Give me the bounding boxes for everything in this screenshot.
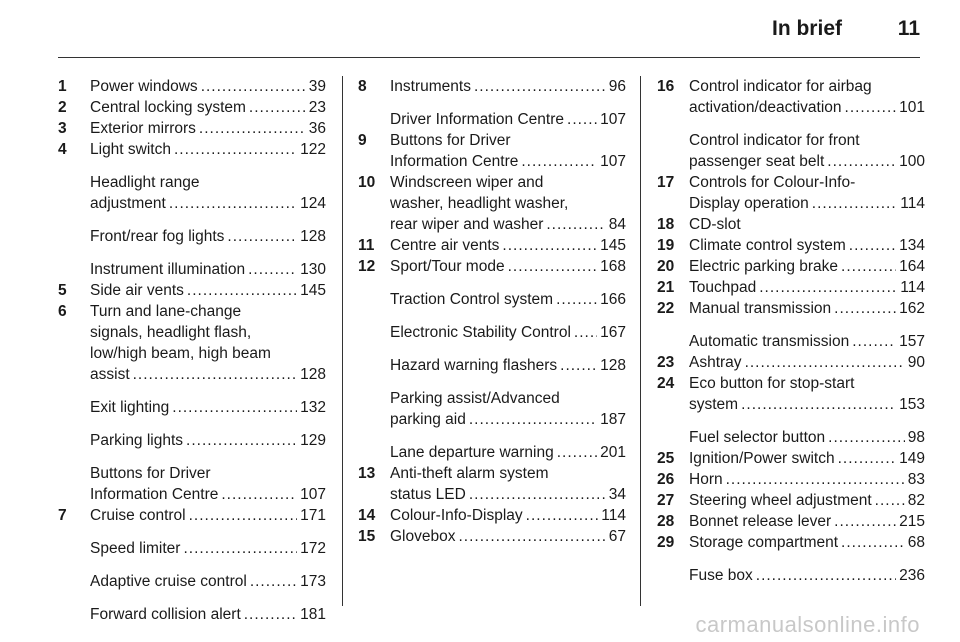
- entry-label-row: [90, 604, 326, 625]
- page-reference[interactable]: 129: [300, 432, 326, 449]
- index-entry: [358, 76, 626, 97]
- entry-label: adjustment: [90, 195, 166, 212]
- entry-label-line: Buttons for Driver: [390, 132, 511, 149]
- entry-label-line: signals, headlight flash,: [90, 324, 252, 341]
- item-number: 2: [58, 99, 67, 116]
- dot-leader: [250, 571, 297, 592]
- index-entry: [657, 256, 925, 277]
- entry-label-row: [390, 322, 626, 343]
- page-reference[interactable]: 181: [300, 606, 326, 623]
- dot-leader: [556, 289, 597, 310]
- item-number: 6: [58, 303, 67, 320]
- entry-label-row: [90, 430, 326, 451]
- dot-leader: [458, 526, 605, 547]
- index-entry: [358, 355, 626, 376]
- index-entry: [657, 373, 925, 415]
- item-number: 18: [657, 216, 675, 233]
- page-reference[interactable]: 107: [600, 153, 626, 170]
- index-entry: [358, 442, 626, 463]
- entry-label: Information Centre: [390, 153, 519, 170]
- index-entry: [657, 76, 925, 118]
- entry-label-row: [390, 109, 626, 130]
- index-column-1: [58, 76, 326, 625]
- entry-label-row: [390, 76, 626, 97]
- entry-label-row: [689, 256, 925, 277]
- entry-label-row: [90, 538, 326, 559]
- column-divider: [342, 76, 343, 606]
- page-reference[interactable]: 107: [600, 111, 626, 128]
- index-entry: [358, 235, 626, 256]
- dot-leader: [244, 604, 297, 625]
- item-number: 15: [358, 528, 376, 545]
- index-entry: [358, 256, 626, 277]
- page-reference[interactable]: 164: [899, 258, 925, 275]
- item-number: 10: [358, 174, 376, 191]
- entry-label: rear wiper and washer: [390, 216, 544, 233]
- index-entry: [657, 352, 925, 373]
- page-reference[interactable]: 124: [300, 195, 326, 212]
- entry-label-row: [90, 139, 326, 160]
- entry-label-row: [390, 505, 626, 526]
- entry-label-line: Parking assist/Advanced: [390, 390, 560, 407]
- entry-label-row: [689, 235, 925, 256]
- page-reference[interactable]: 96: [608, 78, 626, 95]
- dot-leader: [526, 505, 599, 526]
- index-entry: [358, 388, 626, 430]
- dot-leader: [726, 469, 905, 490]
- entry-label: passenger seat belt: [689, 153, 825, 170]
- page-reference[interactable]: 68: [907, 534, 925, 551]
- page-reference[interactable]: 173: [300, 573, 326, 590]
- entry-label-row: [90, 484, 326, 505]
- entry-label-row: [390, 214, 626, 235]
- entry-label: Driver Information Centre: [390, 111, 565, 128]
- entry-label-row: [689, 277, 925, 298]
- entry-label: Exterior mirrors: [90, 120, 196, 137]
- entry-label-row: [689, 532, 925, 553]
- page-reference[interactable]: 149: [899, 450, 925, 467]
- dot-leader: [169, 193, 297, 214]
- dot-leader: [574, 322, 597, 343]
- entry-label: Parking lights: [90, 432, 184, 449]
- entry-label-line: Eco button for stop-start: [689, 375, 855, 392]
- dot-leader: [187, 280, 297, 301]
- index-entry: [657, 172, 925, 214]
- entry-label-row: [390, 409, 626, 430]
- dot-leader: [189, 505, 298, 526]
- entry-label-row: [689, 352, 925, 373]
- entry-label: parking aid: [390, 411, 466, 428]
- index-entry: [58, 139, 326, 160]
- entry-label-row: [390, 235, 626, 256]
- item-number: 11: [358, 237, 375, 254]
- page-reference[interactable]: 145: [600, 237, 626, 254]
- entry-label-line: Windscreen wiper and: [390, 174, 544, 191]
- index-entry: [58, 463, 326, 505]
- entry-label-row: [689, 448, 925, 469]
- page-reference[interactable]: 114: [900, 279, 925, 296]
- page-reference[interactable]: 114: [900, 195, 925, 212]
- page-reference[interactable]: 98: [907, 429, 925, 446]
- item-number: 14: [358, 507, 376, 524]
- entry-label-row: [689, 565, 925, 586]
- page-reference[interactable]: 128: [300, 366, 326, 383]
- dot-leader: [875, 490, 905, 511]
- index-entry: [58, 280, 326, 301]
- page-reference[interactable]: 187: [600, 411, 626, 428]
- entry-label-line: Control indicator for airbag: [689, 78, 872, 95]
- page-reference[interactable]: 128: [600, 357, 626, 374]
- item-number: 26: [657, 471, 675, 488]
- dot-leader: [812, 193, 898, 214]
- entry-label-row: [689, 394, 925, 415]
- index-entry: [58, 97, 326, 118]
- page-header: [58, 0, 920, 58]
- dot-leader: [248, 259, 297, 280]
- entry-label-row: [90, 571, 326, 592]
- entry-label: system: [689, 396, 739, 413]
- entry-label-row: [90, 259, 326, 280]
- dot-leader: [133, 364, 298, 385]
- entry-label-row: [689, 97, 925, 118]
- item-number: 22: [657, 300, 675, 317]
- index-entry: [657, 448, 925, 469]
- item-number: 19: [657, 237, 675, 254]
- entry-label-row: [390, 442, 626, 463]
- index-entry: [358, 526, 626, 547]
- entry-label: Ignition/Power switch: [689, 450, 835, 467]
- dot-leader: [845, 97, 897, 118]
- page-reference[interactable]: 107: [300, 486, 326, 503]
- entry-label: Instruments: [390, 78, 471, 95]
- dot-leader: [756, 565, 896, 586]
- entry-label-line: Headlight range: [90, 174, 200, 191]
- dot-leader: [838, 448, 897, 469]
- dot-leader: [249, 97, 306, 118]
- index-column-2: [358, 76, 626, 547]
- dot-leader: [841, 256, 896, 277]
- index-entry: [58, 571, 326, 592]
- entry-label: activation/deactivation: [689, 99, 842, 116]
- page-reference[interactable]: 130: [300, 261, 326, 278]
- dot-leader: [567, 109, 597, 130]
- index-entry: [58, 76, 326, 97]
- entry-label: Steering wheel adjustment: [689, 492, 872, 509]
- entry-label: Sport/Tour mode: [390, 258, 505, 275]
- page-reference[interactable]: 82: [907, 492, 925, 509]
- item-number: 21: [657, 279, 675, 296]
- page-reference[interactable]: 122: [300, 141, 326, 158]
- entry-label-row: [689, 298, 925, 319]
- entry-label-row: [689, 214, 925, 235]
- page-reference[interactable]: 36: [308, 120, 326, 137]
- index-entry: [358, 130, 626, 172]
- page-reference[interactable]: 162: [899, 300, 925, 317]
- page-reference[interactable]: 172: [300, 540, 326, 557]
- item-number: 16: [657, 78, 675, 95]
- entry-label: Lane departure warning: [390, 444, 554, 461]
- entry-label-row: [689, 469, 925, 490]
- dot-leader: [508, 256, 598, 277]
- item-number: 29: [657, 534, 675, 551]
- index-entry: [657, 298, 925, 319]
- item-number: 17: [657, 174, 675, 191]
- entry-label: Display operation: [689, 195, 809, 212]
- index-entry: [58, 172, 326, 214]
- dot-leader: [759, 277, 897, 298]
- index-entry: [657, 511, 925, 532]
- entry-label-row: [689, 511, 925, 532]
- entry-label-row: [689, 193, 925, 214]
- entry-label-row: [90, 118, 326, 139]
- entry-label: Light switch: [90, 141, 171, 158]
- page-reference[interactable]: 90: [907, 354, 925, 371]
- item-number: 25: [657, 450, 675, 467]
- index-entry: [58, 505, 326, 526]
- index-entry: [58, 430, 326, 451]
- entry-label: Colour-Info-Display: [390, 507, 523, 524]
- index-entry: [657, 331, 925, 352]
- page-number: 11: [897, 17, 920, 40]
- dot-leader: [557, 442, 597, 463]
- dot-leader: [221, 484, 297, 505]
- entry-label-row: [90, 226, 326, 247]
- dot-leader: [227, 226, 297, 247]
- entry-label-row: [390, 151, 626, 172]
- entry-label: Forward collision alert: [90, 606, 241, 623]
- index-entry: [657, 565, 925, 586]
- item-number: 20: [657, 258, 675, 275]
- entry-label-row: [390, 289, 626, 310]
- item-number: 9: [358, 132, 367, 149]
- index-entry: [58, 397, 326, 418]
- item-number: 8: [358, 78, 367, 95]
- dot-leader: [199, 118, 306, 139]
- entry-label-row: [390, 484, 626, 505]
- entry-label-line: Controls for Colour-Info-: [689, 174, 856, 191]
- page-reference[interactable]: 236: [899, 567, 925, 584]
- item-number: 1: [58, 78, 67, 95]
- page-reference[interactable]: 166: [600, 291, 626, 308]
- dot-leader: [469, 409, 597, 430]
- entry-label-row: [390, 355, 626, 376]
- entry-label: Glovebox: [390, 528, 456, 545]
- item-number: 7: [58, 507, 67, 524]
- entry-label: Electronic Stability Control: [390, 324, 571, 341]
- entry-label: Central locking system: [90, 99, 246, 116]
- entry-label: Automatic transmission: [689, 333, 850, 350]
- item-number: 23: [657, 354, 675, 371]
- entry-label: Manual transmission: [689, 300, 832, 317]
- dot-leader: [745, 352, 905, 373]
- dot-leader: [186, 430, 297, 451]
- entry-label: Speed limiter: [90, 540, 181, 557]
- page-reference[interactable]: 157: [899, 333, 925, 350]
- entry-label-line: Turn and lane-change: [90, 303, 242, 320]
- page-reference[interactable]: 168: [600, 258, 626, 275]
- entry-label: Fuel selector button: [689, 429, 826, 446]
- page-reference[interactable]: 171: [300, 507, 326, 524]
- dot-leader: [174, 139, 297, 160]
- index-entry: [58, 226, 326, 247]
- dot-leader: [474, 76, 606, 97]
- index-entry: [657, 214, 925, 235]
- entry-label: Instrument illumination: [90, 261, 246, 278]
- entry-label-line: Anti-theft alarm system: [390, 465, 549, 482]
- dot-leader: [834, 511, 896, 532]
- index-entry: [657, 427, 925, 448]
- page-reference[interactable]: 215: [899, 513, 925, 530]
- entry-label: Centre air vents: [390, 237, 500, 254]
- page-reference[interactable]: 153: [899, 396, 925, 413]
- entry-label-row: [390, 256, 626, 277]
- item-number: 3: [58, 120, 67, 137]
- entry-label: Power windows: [90, 78, 198, 95]
- entry-label: Cruise control: [90, 507, 186, 524]
- index-entry: [358, 322, 626, 343]
- index-entry: [657, 235, 925, 256]
- index-entry: [657, 469, 925, 490]
- page-reference[interactable]: 84: [608, 216, 626, 233]
- item-number: 24: [657, 375, 675, 392]
- watermark: carmanualsonline.info: [695, 612, 920, 637]
- dot-leader: [834, 298, 896, 319]
- index-column-3: [657, 76, 925, 586]
- entry-label: assist: [90, 366, 130, 383]
- page-reference[interactable]: 201: [600, 444, 626, 461]
- index-entry: [358, 505, 626, 526]
- entry-label-line: Control indicator for front: [689, 132, 860, 149]
- page-reference[interactable]: 67: [608, 528, 626, 545]
- dot-leader: [560, 355, 597, 376]
- page-reference[interactable]: 145: [300, 282, 326, 299]
- dot-leader: [827, 151, 896, 172]
- page-reference[interactable]: 101: [899, 99, 925, 116]
- entry-label-row: [90, 397, 326, 418]
- dot-leader: [852, 331, 896, 352]
- entry-label-line: washer, headlight washer,: [390, 195, 569, 212]
- entry-label-row: [90, 364, 326, 385]
- entry-label-row: [689, 151, 925, 172]
- page-reference[interactable]: 83: [907, 471, 925, 488]
- dot-leader: [849, 235, 896, 256]
- entry-label: Touchpad: [689, 279, 757, 296]
- page-reference[interactable]: 134: [899, 237, 925, 254]
- item-number: 4: [58, 141, 67, 158]
- item-number: 12: [358, 258, 376, 275]
- index-entry: [58, 118, 326, 139]
- entry-label: Climate control system: [689, 237, 846, 254]
- page-reference[interactable]: 132: [300, 399, 326, 416]
- index-entry: [657, 490, 925, 511]
- index-entry: [358, 109, 626, 130]
- index-entry: [58, 301, 326, 385]
- dot-leader: [172, 397, 297, 418]
- dot-leader: [469, 484, 606, 505]
- entry-label-row: [689, 427, 925, 448]
- item-number: 27: [657, 492, 675, 509]
- entry-label: Side air vents: [90, 282, 184, 299]
- entry-label: Horn: [689, 471, 723, 488]
- entry-label-row: [90, 280, 326, 301]
- dot-leader: [502, 235, 597, 256]
- page-reference[interactable]: 39: [308, 78, 326, 95]
- entry-label-row: [390, 526, 626, 547]
- index-entry: [58, 259, 326, 280]
- dot-leader: [841, 532, 905, 553]
- index-entry: [358, 463, 626, 505]
- entry-label: Ashtray: [689, 354, 742, 371]
- index-entry: [358, 172, 626, 235]
- entry-label-line: low/high beam, high beam: [90, 345, 271, 362]
- entry-label: Fuse box: [689, 567, 753, 584]
- entry-label-row: [90, 76, 326, 97]
- dot-leader: [521, 151, 597, 172]
- entry-label-row: [689, 490, 925, 511]
- page-reference[interactable]: 23: [308, 99, 326, 116]
- dot-leader: [828, 427, 905, 448]
- section-title: In brief: [771, 17, 842, 40]
- entry-label: status LED: [390, 486, 466, 503]
- index-entry: [58, 604, 326, 625]
- item-number: 28: [657, 513, 675, 530]
- item-number: 5: [58, 282, 67, 299]
- entry-label-row: [90, 505, 326, 526]
- page-reference[interactable]: 34: [608, 486, 626, 503]
- entry-label: Adaptive cruise control: [90, 573, 247, 590]
- dot-leader: [546, 214, 605, 235]
- page-reference[interactable]: 114: [601, 507, 626, 524]
- page-reference[interactable]: 128: [300, 228, 326, 245]
- entry-label-row: [90, 97, 326, 118]
- column-divider: [640, 76, 641, 606]
- page-reference[interactable]: 167: [600, 324, 626, 341]
- dot-leader: [741, 394, 896, 415]
- entry-label: Storage compartment: [689, 534, 839, 551]
- entry-label: Front/rear fog lights: [90, 228, 225, 245]
- index-entry: [657, 532, 925, 553]
- entry-label-row: [689, 331, 925, 352]
- index-entry: [657, 130, 925, 172]
- entry-label-line: Buttons for Driver: [90, 465, 211, 482]
- entry-label: Information Centre: [90, 486, 219, 503]
- entry-label: Bonnet release lever: [689, 513, 832, 530]
- entry-label: CD-slot: [689, 216, 741, 233]
- entry-label: Traction Control system: [390, 291, 554, 308]
- entry-label: Electric parking brake: [689, 258, 839, 275]
- entry-label-row: [90, 193, 326, 214]
- dot-leader: [201, 76, 306, 97]
- page-reference[interactable]: 100: [899, 153, 925, 170]
- index-entry: [358, 289, 626, 310]
- entry-label: Hazard warning flashers: [390, 357, 558, 374]
- index-entry: [657, 277, 925, 298]
- item-number: 13: [358, 465, 376, 482]
- entry-label: Exit lighting: [90, 399, 170, 416]
- index-entry: [58, 538, 326, 559]
- dot-leader: [183, 538, 297, 559]
